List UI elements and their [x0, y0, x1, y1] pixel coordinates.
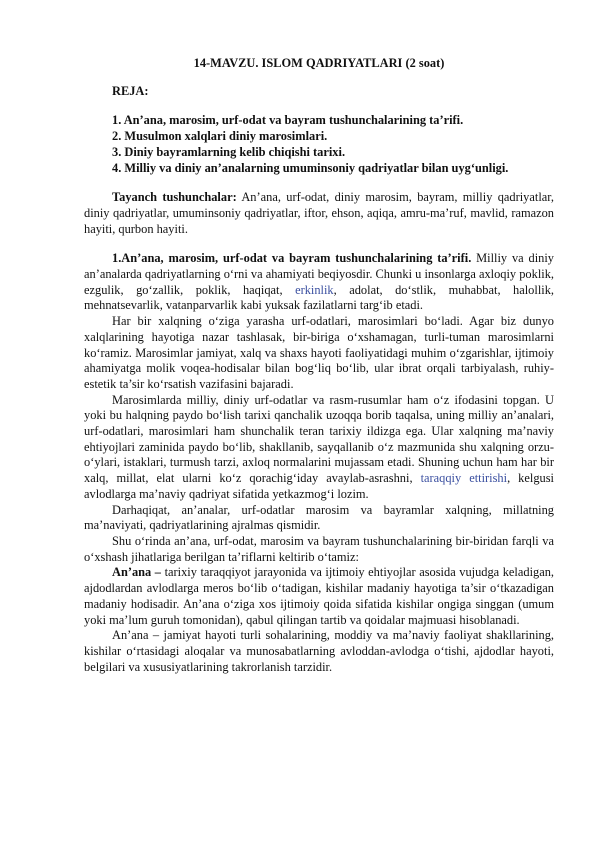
section1-paragraph-4: Darhaqiqat, an’analar, urf-odatlar marosim va bayramlar xalqning, millatning ma’naviyati, qadriyatlarining ajralmas qismidir. — [84, 502, 554, 533]
plan-item: 4. Milliy va diniy an’analarning umuminsoniy qadriyatlar bilan uyg‘unligi. — [112, 160, 509, 175]
section1-paragraph-3 — [84, 393, 554, 503]
section1-paragraph-6 — [84, 565, 554, 628]
plan-list — [84, 113, 554, 176]
section1-paragraph-5: Shu o‘rinda an’ana, urf-odat, marosim va bayram tushunchalarining bir-biridan farqli va o‘xshash jihatlariga berilgan ta’riflarni keltirib o‘tamiz: — [84, 533, 554, 564]
term-anana: An’ana – — [112, 565, 162, 580]
erkinlik-link[interactable]: erkinlik — [295, 282, 334, 297]
taraqqiy-link[interactable]: taraqqiy ettirishi — [420, 471, 508, 486]
plan-item: 3. Diniy bayramlarning kelib chiqishi tarixi. — [112, 144, 346, 159]
paragraph-text: tarixiy taraqqiyot jarayonida va ijtimoiy ehtiyojlar asosida vujudga keladigan, ajdodlardan avlodlarga meros bo‘lib o‘tadigan, kishilar madaniy hayotiga ta’sir o‘tkazadigan madaniy hodisadir. An’ana o‘ziga xos ijtimoiy qoida sifatida kishilar ongiga singgan (umum yoki ma’lum guruh tomonidan), qabul qilingan tartib va qoidalar majmuasi hisoblanadi. — [84, 565, 555, 627]
paragraph-text: Milliy va diniy an’analarda qadriyatlarning o‘rni va ahamiyati beqiyosdir. Chunki u insonlarga axloqiy poklik, ezgulik, go‘zallik, poklik, haqiqat, — [84, 251, 554, 297]
plan-item: 2. Musulmon xalqlari diniy marosimlari. — [112, 129, 328, 144]
section1-paragraph-7: An’ana – jamiyat hayoti turli sohalarining, moddiy va ma’naviy faoliyat shakllarining, kishilar o‘rtasidagi aloqalar va munosabatlarning avloddan-avlodga o‘tishi, ajdodlar hayoti, belgilari va xususiyatlarining takrorlanish tarzidir. — [84, 628, 554, 674]
document-page — [84, 56, 554, 675]
plan-item: 1. An’ana, marosim, urf-odat va bayram tushunchalarining ta’rifi. — [112, 113, 464, 128]
section1-paragraph-2: Har bir xalqning o‘ziga yarasha urf-odatlari, marosimlari bo‘ladi. Agar biz dunyo xalqlarining hayotiga nazar tashlasak, bir-biriga o‘xshamagan, turli-tuman marosimlarni ko‘ramiz. Marosimlar jamiyat, xalq va shaxs hayoti faoliyatidagi muhim o‘zgarishlar, ijtimoiy ahamiyatga molik voqea-hodisalar bilan bog‘liq bo‘lib, ular ibrat orqali tarbiyalash, ruhiy-estetik ta’sir ko‘rsatish vazifasini bajaradi. — [84, 314, 554, 391]
page-title: 14-MAVZU. ISLOM QADRIYATLARI (2 soat) — [193, 56, 445, 70]
key-concepts-text: An’ana, urf-odat, diniy marosim, bayram, milliy qadriyatlar, diniy qadriyatlar, umuminsoniy qadriyatlar, iftor, ehson, aqiqa, amru-ma’ruf, mavlid, ramazon hayiti, qurbon hayiti. — [84, 190, 554, 236]
section1-paragraph-1 — [84, 251, 554, 314]
section1-heading: 1.An’ana, marosim, urf-odat va bayram tushunchalarining ta’rifi. — [112, 251, 472, 266]
key-concepts-label: Tayanch tushunchalar: — [112, 190, 237, 205]
paragraph-text: , kelgusi avlodlarga ma’naviy qadriyat sifatida yetkazmog‘i lozim. — [84, 471, 554, 501]
plan-heading: REJA: — [112, 83, 149, 98]
paragraph-text: Marosimlarda milliy, diniy urf-odatlar va rasm-rusumlar ham o‘z ifodasini topgan. U yoki bu halqning paydo bo‘lish tarixi qanchalik uzoqqa borib taqalsa, uning milliy an’analari, urf-odatlari, marosimlari ham shunchalik teran tarixiy ildizga ega. Ular xalqning ma’naviy ehtiyojlari zaminida paydo bo‘lib, shakllanib, sayqallanib o‘z mazmunida shu xalqning orzu-o‘ylari, istaklari, turmush tarzi, axloq normalarini mujassam etadi. Shuning uchun ham har bir xalq, millat, elat ularni ko‘z qorachig‘iday avaylab-asrashni, — [84, 392, 554, 486]
paragraph-text: , adolat, do‘stlik, muhabbat, halollik, mehnatsevarlik, vatanparvarlik kabi yuksak fazilatlarni targ‘ib etadi. — [84, 282, 554, 313]
key-concepts-paragraph — [84, 190, 554, 237]
